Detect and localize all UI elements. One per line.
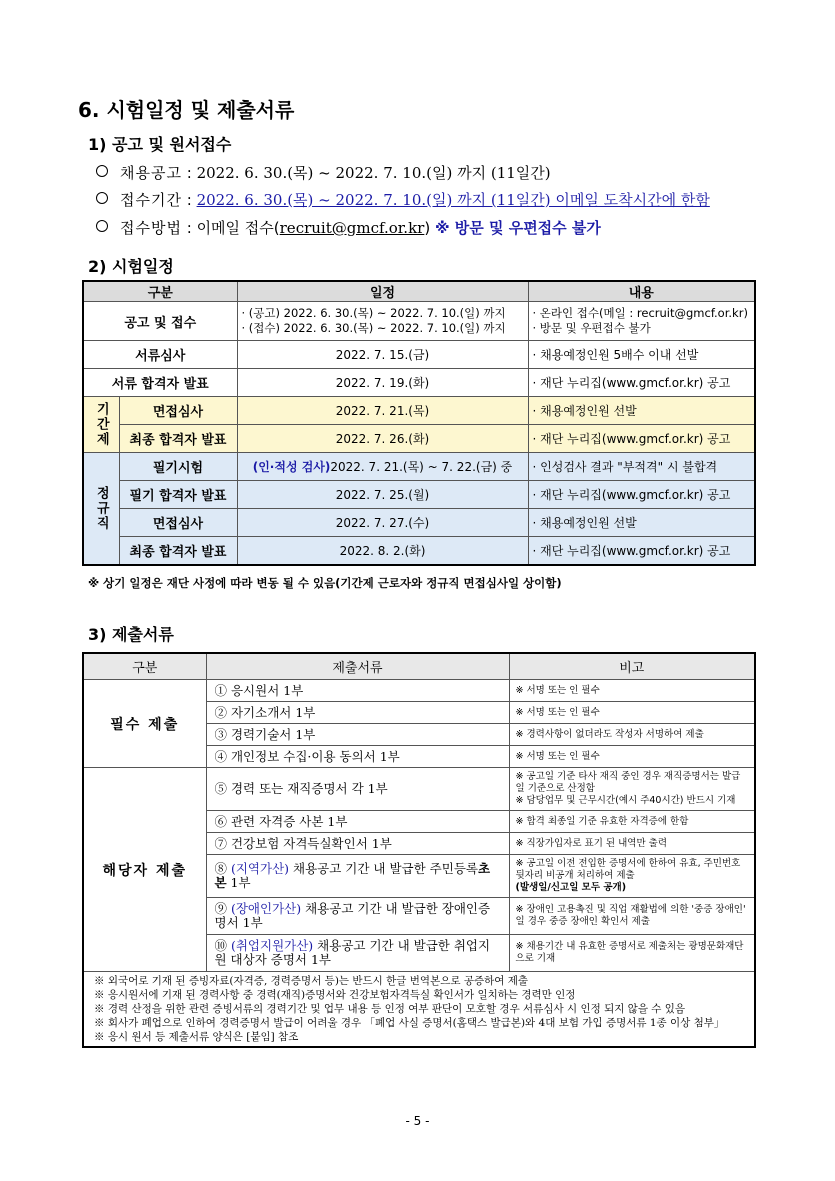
- documents-table: [82, 652, 756, 1048]
- group-contract: 기간제: [83, 397, 119, 453]
- row-category: 필기시험: [119, 453, 237, 481]
- footnote: ※ 외국어로 기재 된 증빙자료(자격증, 경력증명서 등)는 반드시 한글 번역본으로 공증하여 제출: [94, 975, 529, 987]
- application-method-line: 접수방법 : 이메일 접수(recruit@gmcf.or.kr) ※ 방문 및 우편접수 불가: [96, 217, 601, 238]
- doc-remark: [509, 855, 755, 898]
- notice-label: 채용공고: [120, 164, 182, 182]
- sub2-heading: 2) 시험일정: [88, 257, 174, 276]
- remark-bold: (발생일/신고일 모두 공개): [515, 882, 627, 893]
- row-category: 면접심사: [119, 509, 237, 537]
- application-value: 2022. 6. 30.(목) ~ 2022. 7. 10.(일) 까지 (11일간) 이메일 도착시간에 한함: [196, 191, 710, 209]
- notice-period-line: 채용공고 : 2022. 6. 30.(목) ~ 2022. 7. 10.(일) 까지 (11일간): [96, 162, 551, 183]
- doc-name: [206, 855, 509, 898]
- schedule-row: [83, 453, 755, 481]
- doc-name: ① 응시원서 1부: [206, 680, 509, 702]
- remark-line-2: ※ 담당업무 및 근무시간(예시 주40시간) 반드시 기재: [515, 795, 736, 806]
- row-content: · 채용예정인원 5배수 이내 선발: [528, 341, 755, 369]
- doc-name: [206, 898, 509, 935]
- doc-remark: ※ 서명 또는 인 필수: [509, 680, 755, 702]
- row-date: 2022. 8. 2.(화): [237, 537, 528, 566]
- doc-remark: ※ 장애인 고용촉진 및 직업 재활법에 의한 '중증 장애인' 일 경우 중증 장애인 확인서 제출: [509, 898, 755, 935]
- footnote: ※ 회사가 폐업으로 인하여 경력증명서 발급이 어려울 경우 「폐업 사실 증명서(홈택스 발급본)와 4대 보험 가입 증명서류 1종 이상 첨부」: [94, 1017, 725, 1029]
- row-category: 면접심사: [119, 397, 237, 425]
- doc-tag: (취업지원가산): [230, 938, 314, 953]
- date-prefix: (인·적성 검사): [252, 460, 331, 474]
- footnote-row: [83, 972, 755, 1048]
- doc-post: 1부: [226, 875, 251, 890]
- schedule-row: [83, 509, 755, 537]
- header-content: 내용: [528, 281, 755, 302]
- doc-bold: 초본: [214, 861, 491, 890]
- date-line-2: · (접수) 2022. 6. 30.(목) ~ 2022. 7. 10.(일) 까지: [241, 321, 506, 335]
- row-content: · 채용예정인원 선발: [528, 509, 755, 537]
- notice-value: 2022. 6. 30.(목) ~ 2022. 7. 10.(일) 까지 (11일간): [196, 164, 551, 182]
- doc-name: [206, 935, 509, 972]
- doc-name: ⑥ 관련 자격증 사본 1부: [206, 811, 509, 833]
- row-date: [237, 453, 528, 481]
- doc-name: ⑤ 경력 또는 재직증명서 각 1부: [206, 768, 509, 811]
- page-number: - 5 -: [405, 1114, 430, 1128]
- row-category: 서류 합격자 발표: [83, 369, 237, 397]
- header-remarks: 비고: [509, 653, 755, 680]
- content-line-1: · 온라인 접수(메일 : recruit@gmcf.or.kr): [532, 306, 748, 320]
- doc-num: ⑩: [214, 938, 231, 953]
- row-date: 2022. 7. 27.(수): [237, 509, 528, 537]
- footnote: ※ 경력 산정을 위한 관련 증빙서류의 경력기간 및 업무 내용 등 인정 여부 판단이 모호할 경우 서류심사 시 인정 되지 않을 수 있음: [94, 1003, 686, 1015]
- group-regular: 정규직: [83, 453, 119, 566]
- doc-remark: ※ 서명 또는 인 필수: [509, 702, 755, 724]
- method-post: ): [424, 219, 431, 237]
- method-pre: 이메일 접수(: [196, 219, 280, 237]
- row-content: · 재단 누리집(www.gmcf.or.kr) 공고: [528, 369, 755, 397]
- method-label: 접수방법: [120, 219, 182, 237]
- row-content: [528, 302, 755, 341]
- doc-remark: ※ 경력사항이 없더라도 작성자 서명하여 제출: [509, 724, 755, 746]
- header-date: 일정: [237, 281, 528, 302]
- method-warning: ※ 방문 및 우편접수 불가: [434, 219, 601, 237]
- doc-remark: [509, 768, 755, 811]
- doc-tag: (장애인가산): [230, 901, 302, 916]
- doc-name: ④ 개인정보 수집·이용 동의서 1부: [206, 746, 509, 768]
- content-line-2: · 방문 및 우편접수 불가: [532, 321, 651, 335]
- schedule-row: [83, 302, 755, 341]
- doc-num: ⑧: [214, 861, 231, 876]
- cat-applicable: 해당자 제출: [83, 768, 206, 972]
- doc-name: ③ 경력기술서 1부: [206, 724, 509, 746]
- bullet-circle-icon: [96, 192, 108, 204]
- schedule-row: [83, 397, 755, 425]
- row-date: 2022. 7. 21.(목): [237, 397, 528, 425]
- row-content: · 채용예정인원 선발: [528, 397, 755, 425]
- row-category: 서류심사: [83, 341, 237, 369]
- doc-num: ⑨: [214, 901, 231, 916]
- row-date: 2022. 7. 19.(화): [237, 369, 528, 397]
- header-category: 구분: [83, 281, 237, 302]
- schedule-row: [83, 341, 755, 369]
- row-content: · 인성검사 결과 "부적격" 시 불합격: [528, 453, 755, 481]
- date-line-1: · (공고) 2022. 6. 30.(목) ~ 2022. 7. 10.(일) 까지: [241, 306, 506, 320]
- sub1-heading: 1) 공고 및 원서접수: [88, 135, 232, 154]
- bullet-circle-icon: [96, 220, 108, 232]
- date-text: 2022. 7. 21.(목) ~ 7. 22.(금) 중: [330, 460, 513, 474]
- row-category: 최종 합격자 발표: [119, 537, 237, 566]
- docs-header-row: [83, 653, 755, 680]
- doc-name: ⑦ 건강보험 자격득실확인서 1부: [206, 833, 509, 855]
- schedule-row: [83, 425, 755, 453]
- doc-row: [83, 680, 755, 702]
- doc-row: [83, 768, 755, 811]
- application-label: 접수기간: [120, 191, 182, 209]
- row-content: · 재단 누리집(www.gmcf.or.kr) 공고: [528, 481, 755, 509]
- row-category: 최종 합격자 발표: [119, 425, 237, 453]
- method-email[interactable]: recruit@gmcf.or.kr: [279, 219, 425, 237]
- doc-remark: ※ 서명 또는 인 필수: [509, 746, 755, 768]
- schedule-row: [83, 481, 755, 509]
- row-date: 2022. 7. 26.(화): [237, 425, 528, 453]
- row-category: 필기 합격자 발표: [119, 481, 237, 509]
- header-category: 구분: [83, 653, 206, 680]
- doc-tag: (지역가산): [230, 861, 290, 876]
- bullet-circle-icon: [96, 165, 108, 177]
- doc-name: ② 자기소개서 1부: [206, 702, 509, 724]
- doc-remark: ※ 직장가입자로 표기 된 내역만 출력: [509, 833, 755, 855]
- footnotes: [83, 972, 755, 1048]
- row-content: · 재단 누리집(www.gmcf.or.kr) 공고: [528, 537, 755, 566]
- doc-remark: ※ 합격 최종일 기준 유효한 자격증에 한함: [509, 811, 755, 833]
- schedule-row: [83, 537, 755, 566]
- schedule-row: [83, 369, 755, 397]
- doc-remark: ※ 채용기간 내 유효한 증명서로 제출처는 광명문화재단으로 기재: [509, 935, 755, 972]
- row-date: 2022. 7. 15.(금): [237, 341, 528, 369]
- section-title: 6. 시험일정 및 제출서류: [78, 98, 295, 122]
- footnote: ※ 응시원서에 기재 된 경력사항 중 경력(재직)증명서와 건강보험자격득실 확인서가 일치하는 경력만 인정: [94, 989, 576, 1001]
- doc-text: 채용공고 기간 내 발급한 취업지원 대상자 증명서 1부: [214, 938, 491, 967]
- schedule-note: ※ 상기 일정은 재단 사정에 따라 변동 될 수 있음(기간제 근로자와 정규직 면접심사일 상이함): [88, 576, 562, 590]
- cat-required: 필수 제출: [83, 680, 206, 768]
- row-content: · 재단 누리집(www.gmcf.or.kr) 공고: [528, 425, 755, 453]
- remark-line-1: ※ 공고일 기준 타사 재직 중인 경우 재직증명서는 발급일 기준으로 산정함: [515, 771, 741, 794]
- remark-line: ※ 공고일 이전 전입한 증명서에 한하여 유효, 주민번호 뒷자리 비공개 처리하여 제출: [515, 858, 741, 881]
- footnote: ※ 응시 원서 등 제출서류 양식은 [붙임] 참조: [94, 1031, 299, 1043]
- application-period-line: 접수기간 : 2022. 6. 30.(목) ~ 2022. 7. 10.(일) 까지 (11일간) 이메일 도착시간에 한함: [96, 189, 710, 210]
- doc-text: 채용공고 기간 내 발급한 주민등록: [289, 861, 478, 876]
- row-date: [237, 302, 528, 341]
- row-date: 2022. 7. 25.(월): [237, 481, 528, 509]
- header-documents: 제출서류: [206, 653, 509, 680]
- schedule-table: [82, 280, 756, 566]
- doc-text: 채용공고 기간 내 발급한 장애인증명서 1부: [214, 901, 491, 930]
- row-category: 공고 및 접수: [83, 302, 237, 341]
- sub3-heading: 3) 제출서류: [88, 625, 174, 644]
- schedule-header-row: [83, 281, 755, 302]
